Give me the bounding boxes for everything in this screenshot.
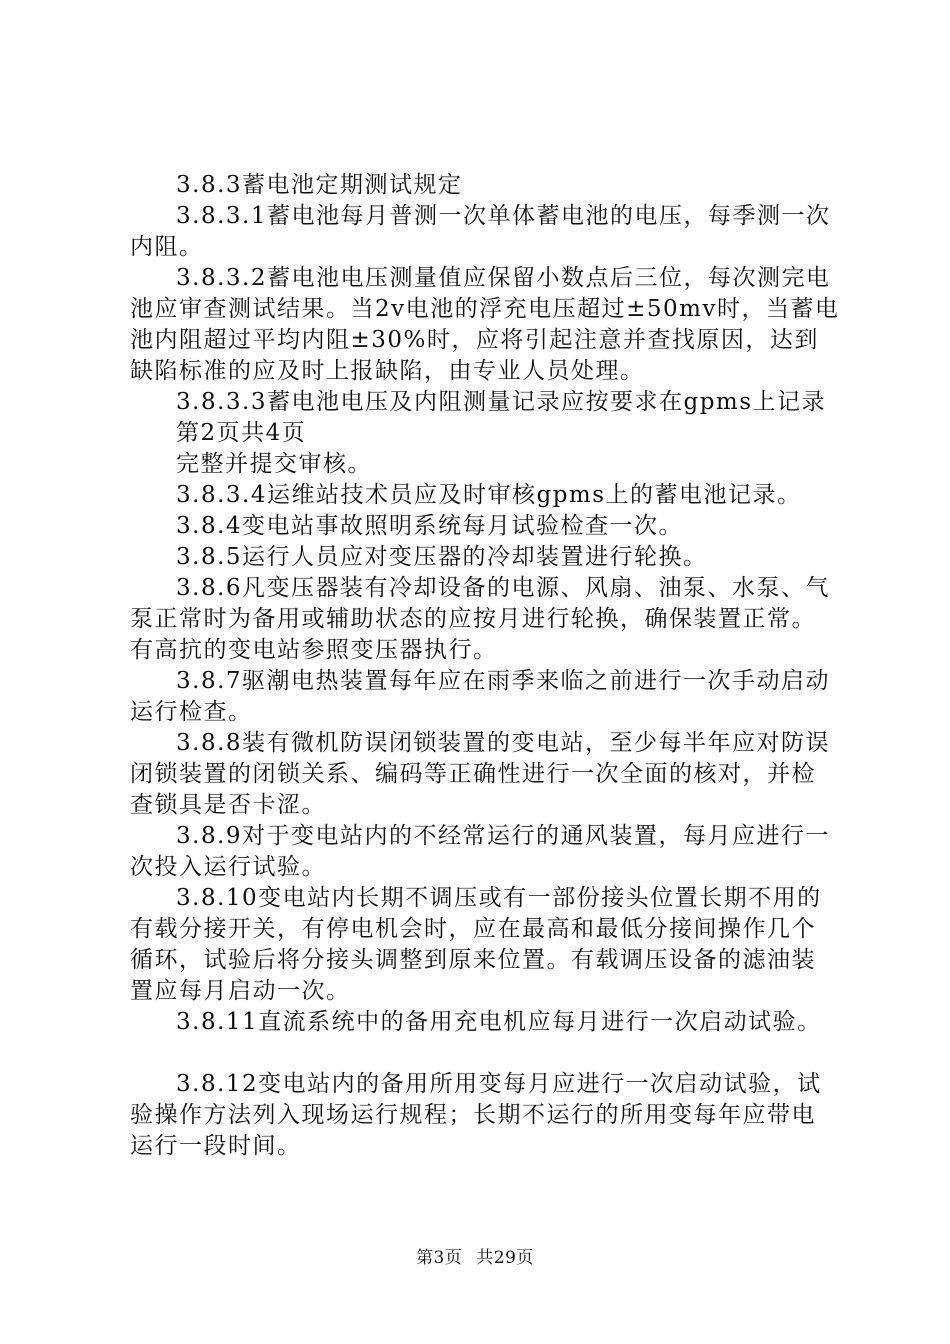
- paragraph: 3.8.11直流系统中的备用充电机应每月进行一次启动试验。: [176, 1009, 822, 1035]
- paragraph: 3.8.8装有微机防误闭锁装置的变电站，至少每半年应对防误闭锁装置的闭锁关系、编码等正确性进行一次全面的核对，并检查锁具是否卡涩。: [130, 730, 831, 818]
- footer-page-number: 第3页: [416, 1248, 463, 1268]
- paragraph-heading: 3.8.3蓄电池定期测试规定: [176, 172, 463, 198]
- inline-page-marker: 第2页共4页: [176, 420, 307, 446]
- paragraph: 3.8.3.3蓄电池电压及内阻测量记录应按要求在gpms上记录: [176, 389, 827, 415]
- paragraph: 3.8.3.1蓄电池每月普测一次单体蓄电池的电压，每季测一次内阻。: [130, 203, 831, 260]
- paragraph: 3.8.10变电站内长期不调压或有一部份接头位置长期不用的有载分接开关，有停电机会时，应在最高和最低分接间操作几个循环，试验后将分接头调整到原来位置。有载调压设备的滤油装置应每月启动一次。: [130, 885, 822, 1004]
- paragraph: 3.8.12变电站内的备用所用变每月应进行一次启动试验，试验操作方法列入现场运行规程；长期不运行的所用变每年应带电运行一段时间。: [130, 1071, 822, 1159]
- paragraph: 3.8.9对于变电站内的不经常运行的通风装置，每月应进行一次投入运行试验。: [130, 823, 831, 880]
- page-footer: [0, 1243, 950, 1268]
- paragraph: 3.8.7驱潮电热装置每年应在雨季来临之前进行一次手动启动运行检查。: [130, 668, 831, 725]
- paragraph: 3.8.5运行人员应对变压器的冷却装置进行轮换。: [176, 544, 708, 570]
- footer-page-total: 共29页: [476, 1248, 534, 1268]
- paragraph: 3.8.6凡变压器装有冷却设备的电源、风扇、油泵、水泵、气泵正常时为备用或辅助状态的应按月进行轮换，确保装置正常。有高抗的变电站参照变压器执行。: [130, 575, 831, 663]
- paragraph: 3.8.4变电站事故照明系统每月试验检查一次。: [176, 513, 684, 539]
- document-body: [130, 170, 840, 1162]
- paragraph: 3.8.3.2蓄电池电压测量值应保留小数点后三位，每次测完电池应审查测试结果。当2v电池的浮充电压超过±50mv时，当蓄电池内阻超过平均内阻±30%时，应将引起注意并查找原因，达到缺陷标准的应及时上报缺陷，由专业人员处理。: [130, 265, 840, 384]
- paragraph: 3.8.3.4运维站技术员应及时审核gpms上的蓄电池记录。: [176, 482, 802, 508]
- paragraph: 完整并提交审核。: [176, 451, 372, 477]
- blank-line: [130, 1038, 840, 1069]
